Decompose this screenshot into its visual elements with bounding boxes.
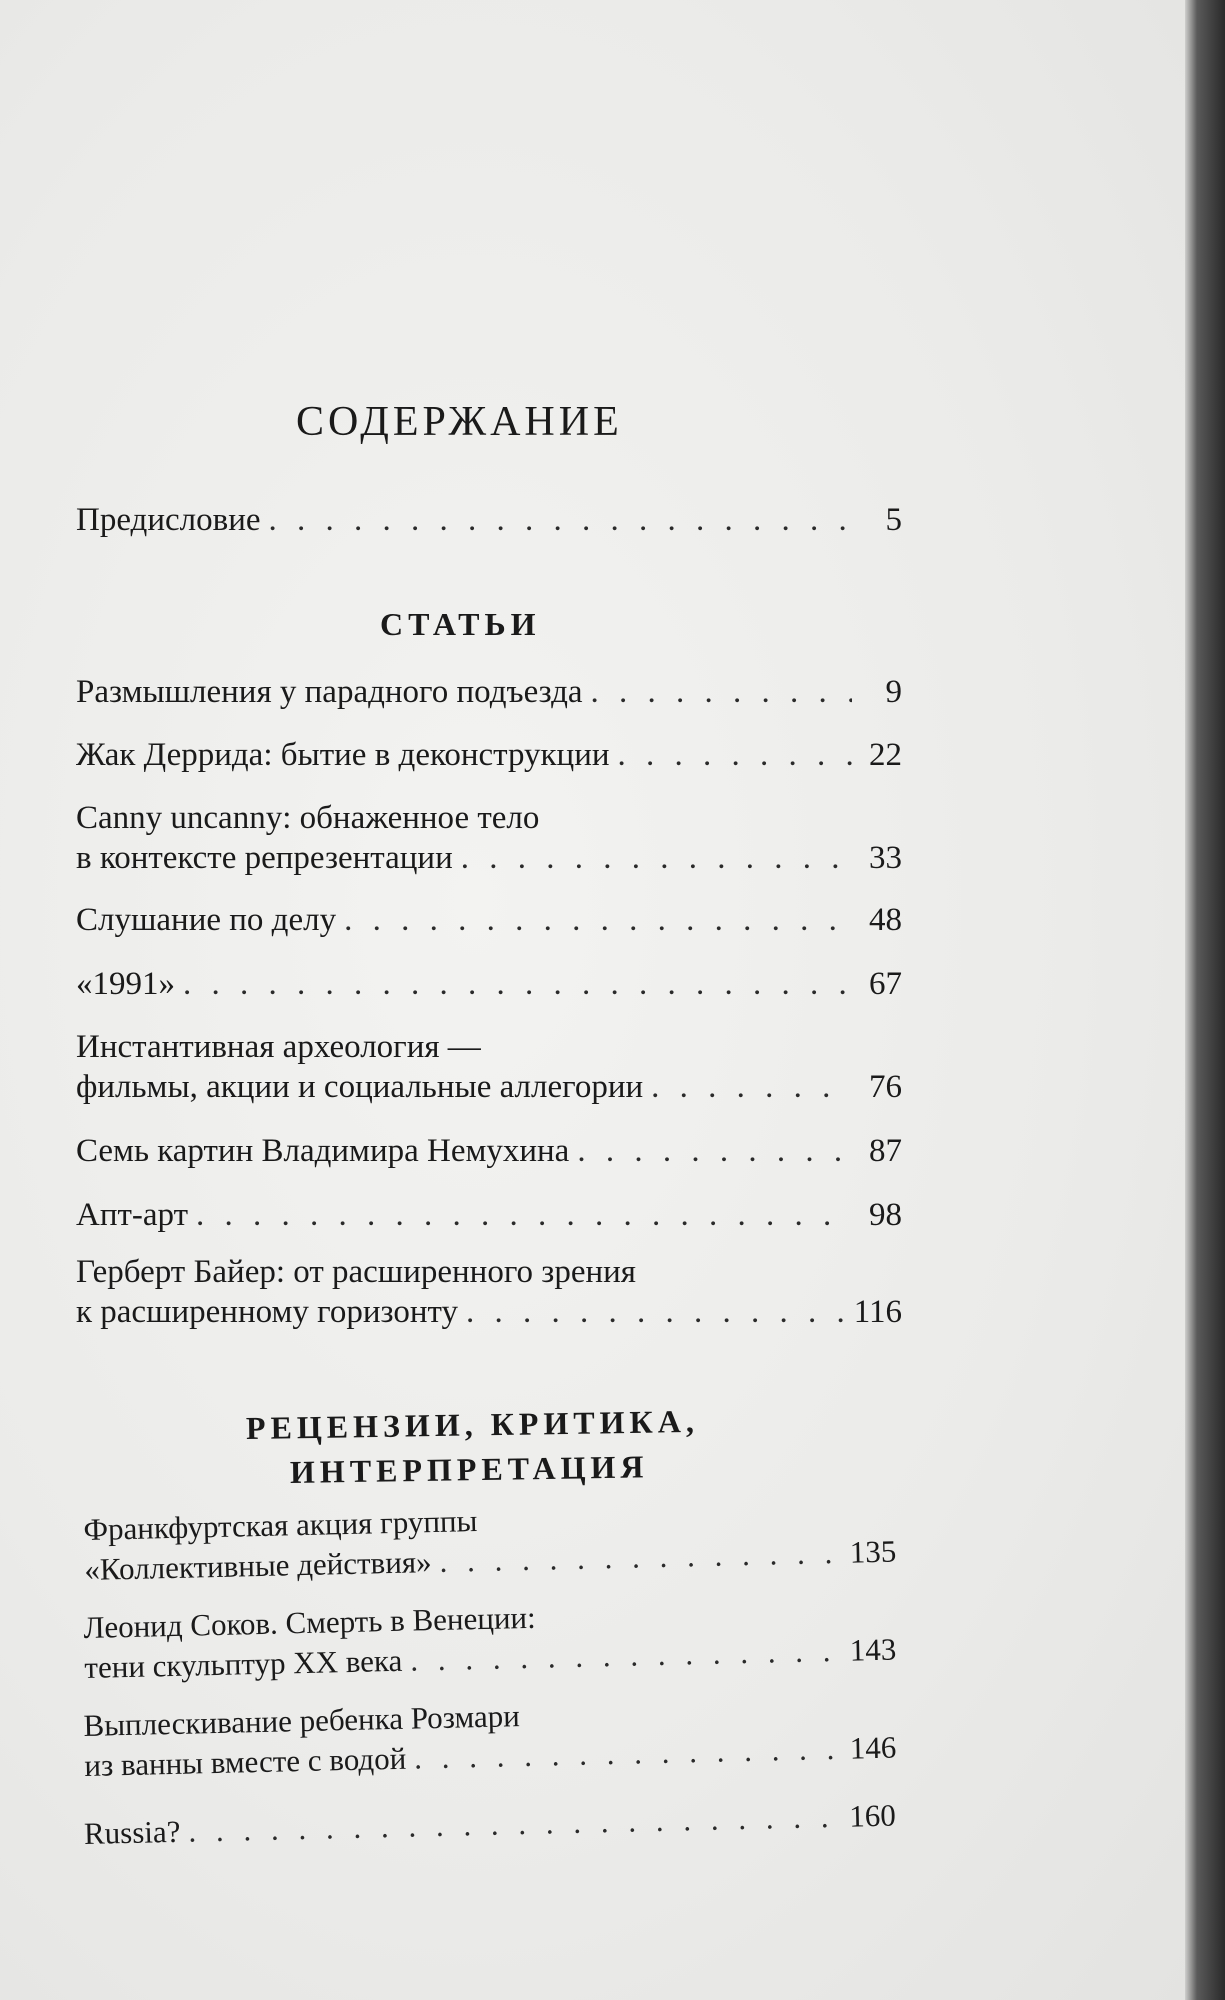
entry-page: 5: [885, 502, 902, 538]
dot-leader: [188, 1797, 840, 1852]
entry-title: Жак Деррида: бытие в деконструкции: [76, 737, 610, 773]
toc-entry: [84, 1796, 897, 1854]
toc-entry: [83, 1590, 897, 1688]
dot-leader: [591, 672, 852, 712]
dot-leader: [414, 1729, 840, 1779]
section-title-reviews-line2: ИНТЕРПРЕТАЦИЯ: [289, 1448, 649, 1490]
entry-title: Russia?: [83, 1813, 181, 1851]
entry-title: Леонид Соков. Смерть в Венеции:: [83, 1599, 537, 1646]
section-title-reviews-line1: РЕЦЕНЗИИ, КРИТИКА,: [245, 1402, 700, 1446]
entry-title: «1991»: [76, 966, 175, 1002]
entry-page: 9: [885, 674, 902, 710]
entry-title-continued: тени скульптур XX века: [84, 1642, 403, 1685]
dot-leader: [466, 1292, 844, 1332]
dot-leader: [577, 1131, 852, 1171]
dot-leader: [344, 900, 852, 940]
toc-entry: [83, 1688, 897, 1786]
entry-title: Инстантивная археология —: [76, 1029, 481, 1065]
toc-entry: [76, 1027, 902, 1107]
entry-title: Апт-арт: [76, 1197, 189, 1233]
toc-entry: [76, 900, 902, 940]
dot-leader: [269, 500, 853, 540]
entry-page: 48: [869, 902, 902, 938]
section-title-articles: СТАТЬИ: [380, 606, 541, 642]
entry-page: 160: [848, 1797, 897, 1834]
entry-title-continued: к расширенному горизонту: [76, 1294, 458, 1330]
entry-page: 87: [869, 1133, 902, 1169]
toc-entry: [76, 735, 902, 775]
toc-entry-preface: [76, 500, 902, 540]
entry-title-continued: фильмы, акции и социальные аллегории: [76, 1069, 644, 1105]
entry-title: Слушание по делу: [76, 902, 337, 938]
toc-entry: [76, 1131, 902, 1171]
toc-entry: [76, 964, 902, 1004]
entry-title-continued: из ванны вместе с водой: [84, 1740, 407, 1783]
entry-title-continued: «Коллективные действия»: [84, 1544, 432, 1587]
entry-title: Герберт Байер: от расширенного зрения: [76, 1254, 636, 1290]
entry-page: 146: [849, 1729, 897, 1766]
entry-page: 143: [849, 1631, 897, 1668]
entry-page: 135: [849, 1533, 897, 1570]
entry-title: Canny uncanny: обнаженное тело: [76, 800, 540, 836]
entry-page: 22: [869, 737, 902, 773]
toc-entry: [76, 1195, 902, 1235]
dot-leader: [651, 1067, 852, 1107]
dot-leader: [461, 838, 852, 878]
dot-leader: [439, 1533, 840, 1582]
entry-title: Предисловие: [76, 502, 261, 538]
entry-page: 67: [869, 966, 902, 1002]
dot-leader: [196, 1195, 852, 1235]
dot-leader: [183, 964, 852, 1004]
toc-entry: [83, 1492, 897, 1590]
entry-page: 33: [869, 840, 902, 876]
entry-title: Семь картин Владимира Немухина: [76, 1133, 570, 1169]
toc-title: СОДЕРЖАНИЕ: [296, 399, 623, 445]
entry-title: Франкфуртская акция группы: [83, 1503, 478, 1548]
entry-title: Выплескивание ребенка Розмари: [83, 1698, 521, 1744]
dot-leader: [410, 1631, 840, 1681]
toc-entry: [76, 798, 902, 878]
entry-page: 76: [869, 1069, 902, 1105]
entry-page: 98: [869, 1197, 902, 1233]
entry-title: Размышления у парадного подъезда: [76, 674, 583, 710]
dot-leader: [618, 735, 852, 775]
toc-entry: [76, 1252, 902, 1332]
entry-title-continued: в контексте репрезентации: [76, 840, 453, 876]
toc-entry: [76, 672, 902, 712]
entry-page: 116: [853, 1294, 902, 1330]
